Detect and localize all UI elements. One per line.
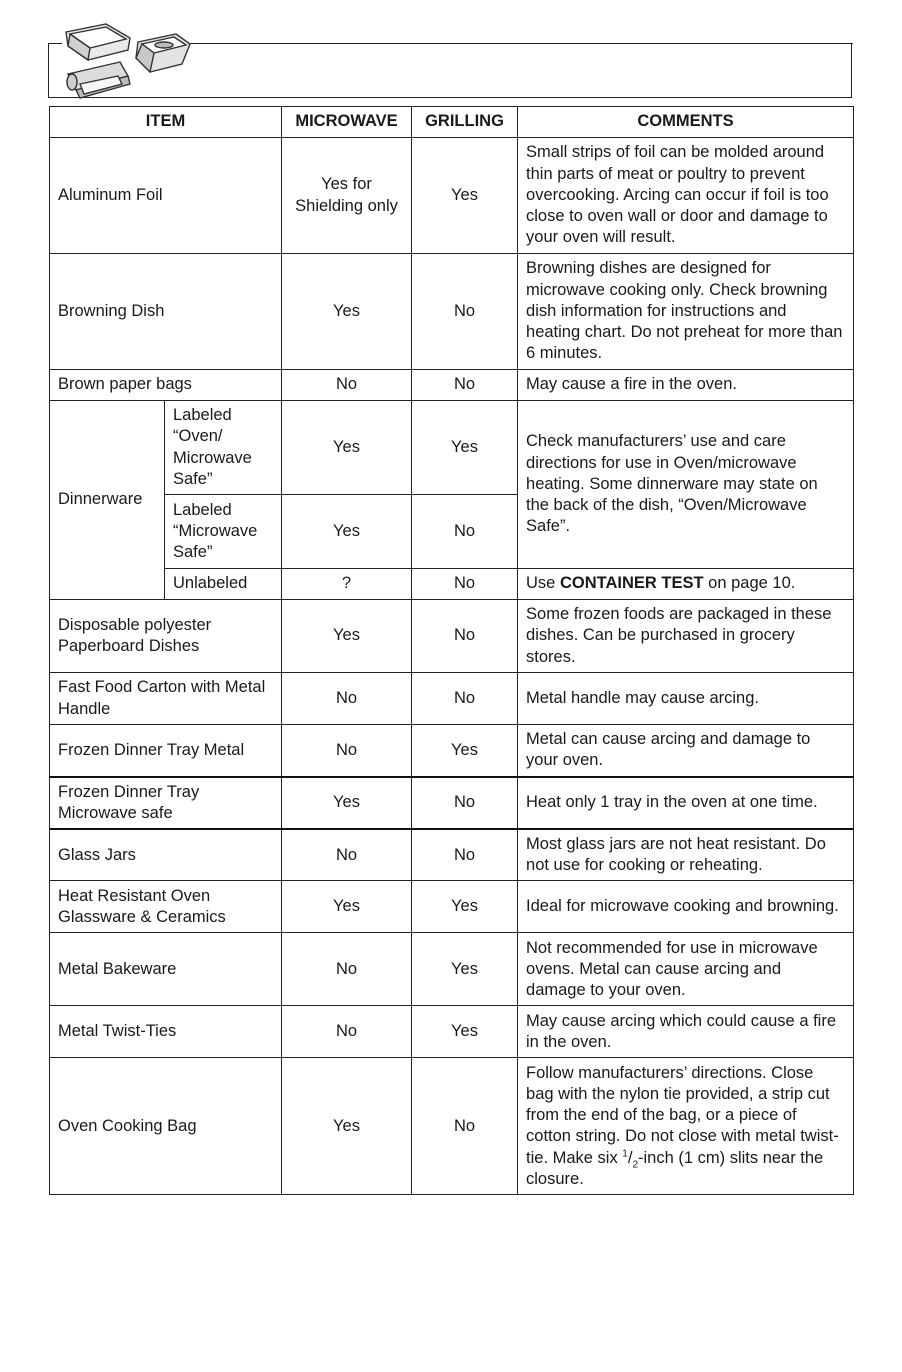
microwave-cell: No bbox=[282, 933, 412, 1006]
header-item: ITEM bbox=[50, 107, 282, 138]
microwave-cell: No bbox=[282, 829, 412, 881]
grilling-cell: Yes bbox=[412, 401, 518, 495]
grilling-cell: No bbox=[412, 1058, 518, 1195]
table-row bbox=[50, 138, 854, 254]
table-row bbox=[50, 725, 854, 777]
item-cell: Oven Cooking Bag bbox=[50, 1058, 282, 1195]
microwave-cell: Yes bbox=[282, 1058, 412, 1195]
grilling-cell: Yes bbox=[412, 1006, 518, 1058]
dinnerware-subtype-cell: Unlabeled bbox=[165, 569, 282, 600]
grilling-cell: No bbox=[412, 673, 518, 725]
comment-text: Use bbox=[526, 574, 560, 593]
item-cell: Aluminum Foil bbox=[50, 138, 282, 254]
comments-cell: Small strips of foil can be molded around thin parts of meat or poultry to prevent overcooking. Arcing can occur if foil is too close to oven wall or door and damage to your oven will result. bbox=[518, 138, 854, 254]
grilling-cell: Yes bbox=[412, 933, 518, 1006]
comment-text: -inch (1 cm) slits near the closure. bbox=[526, 1148, 824, 1188]
table-row bbox=[50, 933, 854, 1006]
comments-cell: Heat only 1 tray in the oven at one time. bbox=[518, 777, 854, 829]
microwave-cell: Yes bbox=[282, 881, 412, 933]
table-row bbox=[50, 881, 854, 933]
microwave-cell: No bbox=[282, 370, 412, 401]
grilling-cell: Yes bbox=[412, 881, 518, 933]
comments-cell: Not recommended for use in microwave ovens. Metal can cause arcing and damage to your oven. bbox=[518, 933, 854, 1006]
table-row bbox=[50, 370, 854, 401]
microwave-cell: Yes bbox=[282, 254, 412, 370]
comments-cell: Most glass jars are not heat resistant. Do not use for cooking or reheating. bbox=[518, 829, 854, 881]
item-cell: Fast Food Carton with Metal Handle bbox=[50, 673, 282, 725]
table-row bbox=[50, 600, 854, 673]
fraction-numerator: 1 bbox=[622, 1148, 628, 1160]
item-cell: Frozen Dinner Tray Metal bbox=[50, 725, 282, 777]
comments-cell: May cause a fire in the oven. bbox=[518, 370, 854, 401]
grilling-cell: No bbox=[412, 829, 518, 881]
table-row bbox=[50, 829, 854, 881]
grilling-cell: No bbox=[412, 254, 518, 370]
container-test-reference: CONTAINER TEST bbox=[559, 574, 704, 593]
cookware-illustration-icon bbox=[58, 18, 193, 100]
comments-cell: Some frozen foods are packaged in these dishes. Can be purchased in grocery stores. bbox=[518, 600, 854, 673]
item-cell: Heat Resistant Oven Glassware & Ceramics bbox=[50, 881, 282, 933]
cookware-compatibility-table bbox=[49, 106, 854, 1195]
microwave-cell: Yes bbox=[282, 401, 412, 495]
comments-cell: May cause arcing which could cause a fire in the oven. bbox=[518, 1006, 854, 1058]
grilling-cell: No bbox=[412, 569, 518, 600]
comment-text: Follow manufacturers’ directions. Close bag with the nylon tie provided, a strip cut from the end of the bag, or a piece of cotton string. Do not close with metal twist-tie. Make six bbox=[526, 1063, 839, 1167]
header-microwave: MICROWAVE bbox=[282, 107, 412, 138]
grilling-cell: Yes bbox=[412, 138, 518, 254]
comment-text: on page 10. bbox=[703, 574, 796, 593]
item-cell: Disposable polyester Paperboard Dishes bbox=[50, 600, 282, 673]
grilling-cell: No bbox=[412, 370, 518, 401]
item-cell-dinnerware: Dinnerware bbox=[50, 401, 165, 600]
comments-cell: Browning dishes are designed for microwave cooking only. Check browning dish information for instructions and heating chart. Do not preheat for more than 6 minutes. bbox=[518, 254, 854, 370]
table-row bbox=[50, 777, 854, 829]
comments-cell: Check manufacturers’ use and care directions for use in Oven/microwave heating. Some dinnerware may state on the back of the dish, “Oven/Microwave Safe”. bbox=[518, 401, 854, 569]
microwave-cell: No bbox=[282, 1006, 412, 1058]
item-cell: Metal Bakeware bbox=[50, 933, 282, 1006]
microwave-cell: Yes bbox=[282, 600, 412, 673]
grilling-cell: No bbox=[412, 495, 518, 569]
dinnerware-subtype-cell: Labeled “Oven/ Microwave Safe” bbox=[165, 401, 282, 495]
microwave-cell: No bbox=[282, 725, 412, 777]
comments-cell: Follow manufacturers’ directions. Close bag with the nylon tie provided, a strip cut from the end of the bag, or a piece of cotton string. Do not close with metal twist-tie. Make six $^1/_2$-inch (1 cm) slits near the closure. bbox=[518, 1058, 854, 1195]
item-cell: Metal Twist-Ties bbox=[50, 1006, 282, 1058]
header-grilling: GRILLING bbox=[412, 107, 518, 138]
microwave-cell: Yes bbox=[282, 777, 412, 829]
comments-cell: Ideal for microwave cooking and browning. bbox=[518, 881, 854, 933]
item-cell: Brown paper bags bbox=[50, 370, 282, 401]
comments-cell: Metal handle may cause arcing. bbox=[518, 673, 854, 725]
table-row bbox=[50, 1058, 854, 1195]
microwave-cell: No bbox=[282, 673, 412, 725]
header-comments: COMMENTS bbox=[518, 107, 854, 138]
comments-cell bbox=[518, 569, 854, 600]
microwave-cell: ? bbox=[282, 569, 412, 600]
item-cell: Browning Dish bbox=[50, 254, 282, 370]
table-header-row bbox=[50, 107, 854, 138]
fraction-denominator: 2 bbox=[632, 1158, 639, 1170]
comments-cell: Metal can cause arcing and damage to your oven. bbox=[518, 725, 854, 777]
item-cell: Frozen Dinner Tray Microwave safe bbox=[50, 777, 282, 829]
grilling-cell: Yes bbox=[412, 725, 518, 777]
microwave-cell: Yes for Shielding only bbox=[282, 138, 412, 254]
grilling-cell: No bbox=[412, 600, 518, 673]
table-row bbox=[50, 569, 854, 600]
table-row bbox=[50, 254, 854, 370]
microwave-cell: Yes bbox=[282, 495, 412, 569]
table-row bbox=[50, 1006, 854, 1058]
grilling-cell: No bbox=[412, 777, 518, 829]
table-row bbox=[50, 401, 854, 495]
item-cell: Glass Jars bbox=[50, 829, 282, 881]
dinnerware-subtype-cell: Labeled “Microwave Safe” bbox=[165, 495, 282, 569]
table-row bbox=[50, 673, 854, 725]
